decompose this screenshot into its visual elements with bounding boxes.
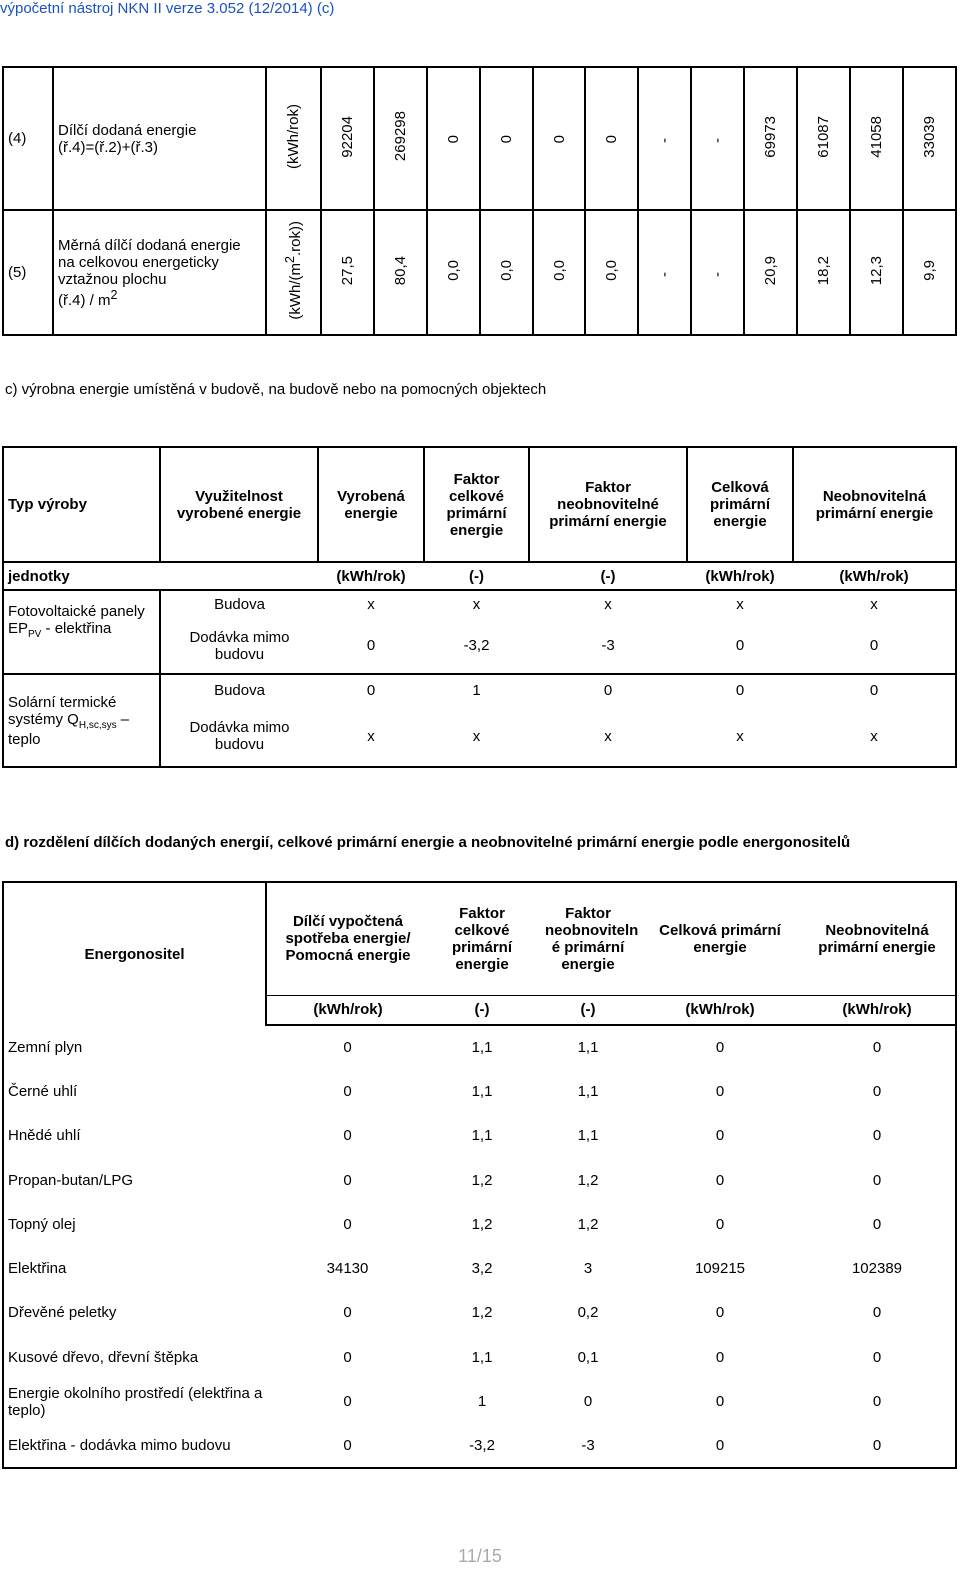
unit-cell: (kWh/rok) xyxy=(799,995,956,1025)
value-cell: 0 xyxy=(715,1215,725,1233)
cell-value: 0 xyxy=(550,134,568,143)
value-cell: 1,1 xyxy=(471,1082,493,1100)
unit-label: (kWh/rok) xyxy=(285,104,302,169)
value-cell: 109215 xyxy=(694,1260,746,1278)
value-cell: x xyxy=(367,596,375,613)
value-cell: 0 xyxy=(343,1127,352,1145)
value-cell: 0 xyxy=(799,1158,956,1202)
value-cell: 1,2 xyxy=(577,1215,599,1233)
value-cell xyxy=(480,210,533,335)
value-cell: 0 xyxy=(715,1393,725,1411)
table-row xyxy=(3,1158,956,1202)
value-cell: 0 xyxy=(715,1082,725,1100)
cell-value: - xyxy=(656,272,674,277)
value-cell: -3,2 xyxy=(429,1424,535,1468)
table-row xyxy=(3,1069,956,1113)
value-cell: 0 xyxy=(529,674,687,706)
cell-value: - xyxy=(709,272,727,277)
value-cell: 1,1 xyxy=(577,1127,599,1145)
type-subscript: H,sc,sys xyxy=(78,719,117,731)
value-cell: -3 xyxy=(529,618,687,674)
value-cell: 0 xyxy=(715,1348,725,1366)
value-cell: 1,1 xyxy=(471,1348,493,1366)
row-label-line: (ř.4)=(ř.2)+(ř.3) xyxy=(58,138,159,156)
value-cell: 1 xyxy=(424,674,529,706)
column-header: Faktor neobnoviteln é primární energie xyxy=(535,882,641,995)
column-header: Faktor celkové primární energie xyxy=(429,882,535,995)
unit-cell xyxy=(266,67,321,210)
unit-cell: (kWh/rok) xyxy=(641,995,799,1025)
cell-value: 0,0 xyxy=(497,260,515,281)
table-row xyxy=(3,210,956,335)
cell-value: 41058 xyxy=(867,115,885,158)
table-row xyxy=(3,1246,956,1290)
column-header: Energonositel xyxy=(3,882,266,1025)
column-header: Faktor neobnovitelné primární energie xyxy=(529,447,687,562)
carrier-name: Topný olej xyxy=(3,1202,266,1246)
value-cell: 1 xyxy=(477,1393,487,1411)
value-cell xyxy=(850,210,903,335)
page-number: 11/15 xyxy=(458,1546,502,1566)
row-label-line: (ř.4) / m xyxy=(58,291,111,309)
value-cell: 1,1 xyxy=(471,1127,493,1145)
table-row xyxy=(3,1025,956,1069)
value-cell: 0 xyxy=(799,1025,956,1069)
value-cell: 0,2 xyxy=(577,1304,599,1322)
value-cell: 0 xyxy=(343,1304,352,1322)
value-cell: x xyxy=(529,706,687,767)
row-label-line: na celkovou energeticky xyxy=(58,253,219,271)
type-subscript: PV xyxy=(28,629,42,640)
value-cell: x xyxy=(793,706,956,767)
value-cell xyxy=(374,210,427,335)
row-label xyxy=(53,210,266,335)
section-c-title: c) výrobna energie umístěná v budově, na budově nebo na pomocných objektech xyxy=(5,381,547,398)
unit-sup: 2 xyxy=(283,256,297,264)
value-cell: 0,1 xyxy=(577,1348,599,1366)
column-header: Vyrobená energie xyxy=(318,447,424,562)
value-cell: 0 xyxy=(687,618,793,674)
table-row xyxy=(3,590,956,618)
usage-cell: Budova xyxy=(160,674,318,706)
row-label-line: vztažnou plochu xyxy=(58,270,167,288)
value-cell xyxy=(744,210,797,335)
value-cell: 1,2 xyxy=(471,1304,493,1322)
value-cell: x xyxy=(472,596,481,613)
value-cell: 0 xyxy=(715,1304,725,1322)
cell-value: 0 xyxy=(603,134,621,143)
value-cell xyxy=(533,210,586,335)
unit-cell: (kWh/rok) xyxy=(793,562,956,590)
carrier-name: Hnědé uhlí xyxy=(3,1114,266,1158)
production-table xyxy=(2,446,957,768)
cell-value: 33039 xyxy=(920,115,938,158)
cell-value: 20,9 xyxy=(762,255,780,286)
value-cell: 0 xyxy=(343,1393,352,1411)
value-cell xyxy=(691,210,744,335)
value-cell: x xyxy=(604,596,612,613)
value-cell: 0 xyxy=(793,618,956,674)
type-text: - elektřina xyxy=(41,620,112,637)
value-cell: 0 xyxy=(343,1039,352,1057)
row-label-line: Měrná dílčí dodaná energie xyxy=(58,236,241,254)
unit-cell: (kWh/rok) xyxy=(687,562,793,590)
column-header: Faktor celkové primární energie xyxy=(424,447,529,562)
cell-value: 0,0 xyxy=(603,260,621,281)
value-cell: 3 xyxy=(583,1260,593,1278)
value-cell xyxy=(321,67,374,210)
value-cell: x xyxy=(318,706,424,767)
row-number: (5) xyxy=(3,210,53,335)
usage-cell: Dodávka mimo budovu xyxy=(160,618,318,674)
value-cell: 1,2 xyxy=(577,1171,599,1189)
value-cell: 1,1 xyxy=(471,1039,493,1057)
table-row xyxy=(3,67,956,210)
cell-value: 69973 xyxy=(762,115,780,158)
column-header: Neobnovitelná primární energie xyxy=(793,447,956,562)
app-title: výpočetní nástroj NKN II verze 3.052 (12/2014) (c) xyxy=(0,0,335,17)
value-cell: 0 xyxy=(583,1393,593,1411)
carrier-name: Elektřina - dodávka mimo budovu xyxy=(3,1424,266,1468)
value-cell: x xyxy=(736,596,744,613)
value-cell xyxy=(585,210,638,335)
value-cell: 0 xyxy=(799,1424,956,1468)
cell-value: 92204 xyxy=(338,115,356,158)
value-cell: x xyxy=(424,706,529,767)
value-cell xyxy=(427,67,480,210)
value-cell: 0 xyxy=(318,674,424,706)
carrier-name: Energie okolního prostředí (elektřina a teplo) xyxy=(3,1379,266,1423)
value-cell xyxy=(638,210,691,335)
column-header: Celková primární energie xyxy=(641,882,799,995)
energy-carrier-table xyxy=(2,881,957,1469)
unit-cell: (-) xyxy=(535,995,641,1025)
value-cell: 0 xyxy=(799,1335,956,1379)
value-cell: 0 xyxy=(343,1082,352,1100)
value-cell xyxy=(480,67,533,210)
row-number: (4) xyxy=(3,67,53,210)
value-cell: 0 xyxy=(715,1171,725,1189)
usage-cell: Budova xyxy=(160,590,318,618)
value-cell xyxy=(585,67,638,210)
value-cell: 1,1 xyxy=(577,1082,599,1100)
value-cell: 0 xyxy=(799,1379,956,1423)
table-row xyxy=(3,674,956,706)
cell-value: 0,0 xyxy=(550,260,568,281)
value-cell: x xyxy=(687,706,793,767)
value-cell: 102389 xyxy=(799,1246,956,1290)
cell-value: 61087 xyxy=(814,115,832,158)
value-cell: 0 xyxy=(343,1348,352,1366)
cell-value: 269298 xyxy=(391,111,409,162)
section-d-title: d) rozdělení dílčích dodaných energií, celkové primární energie a neobnovitelné primární energie podle energonositelů xyxy=(5,834,851,851)
value-cell: 34130 xyxy=(326,1260,369,1278)
carrier-name: Zemní plyn xyxy=(3,1025,266,1069)
value-cell: 0 xyxy=(715,1127,725,1145)
type-text: – teplo xyxy=(8,710,130,748)
table-row xyxy=(3,1335,956,1379)
value-cell: x xyxy=(793,590,956,618)
cell-value: 80,4 xyxy=(391,255,409,286)
production-type xyxy=(3,674,160,767)
row-label-line-wrap xyxy=(58,288,265,309)
value-cell: 0 xyxy=(318,618,424,674)
cell-value: - xyxy=(709,138,727,143)
production-type xyxy=(3,590,160,674)
unit-cell: (kWh/rok) xyxy=(318,562,424,590)
cell-value: - xyxy=(656,138,674,143)
cell-value: 27,5 xyxy=(338,255,356,286)
column-header: Typ výroby xyxy=(3,447,160,562)
superscript: 2 xyxy=(110,287,118,302)
value-cell: -3,2 xyxy=(424,618,529,674)
unit-cell: (kWh/rok) xyxy=(266,995,429,1025)
value-cell xyxy=(850,67,903,210)
unit-part: (kWh/(m xyxy=(287,263,304,320)
carrier-name: Kusové dřevo, dřevní štěpka xyxy=(3,1335,266,1379)
column-header: Dílčí vypočtená spotřeba energie/ Pomocná energie xyxy=(266,882,429,995)
carrier-name: Elektřina xyxy=(3,1246,266,1290)
value-cell: 0 xyxy=(715,1039,725,1057)
value-cell: 0 xyxy=(799,1114,956,1158)
type-text: Solární termické systémy Q xyxy=(8,693,117,728)
value-cell: 0 xyxy=(343,1171,352,1189)
delivered-energy-table xyxy=(2,66,957,336)
value-cell xyxy=(903,210,956,335)
cell-value: 9,9 xyxy=(920,260,938,281)
carrier-name: Dřevěné peletky xyxy=(3,1291,266,1335)
column-header: Neobnovitelná primární energie xyxy=(799,882,956,995)
value-cell xyxy=(744,67,797,210)
column-header: Celková primární energie xyxy=(687,447,793,562)
unit-cell: (-) xyxy=(529,562,687,590)
cell-value: 0 xyxy=(444,134,462,143)
table-row xyxy=(3,1291,956,1335)
unit-part: .rok)) xyxy=(287,221,304,257)
unit-cell: (-) xyxy=(424,562,529,590)
value-cell: 0 xyxy=(793,674,956,706)
value-cell: 0 xyxy=(266,1424,429,1468)
unit-label xyxy=(283,221,304,320)
value-cell xyxy=(797,210,850,335)
value-cell: 1,1 xyxy=(577,1039,599,1057)
value-cell: 1,2 xyxy=(471,1171,493,1189)
table-row xyxy=(3,1114,956,1158)
value-cell: 0 xyxy=(799,1069,956,1113)
value-cell xyxy=(374,67,427,210)
value-cell: 0 xyxy=(641,1424,799,1468)
cell-value: 0 xyxy=(497,134,515,143)
unit-cell: (-) xyxy=(429,995,535,1025)
row-label xyxy=(53,67,266,210)
value-cell xyxy=(638,67,691,210)
value-cell: 1,2 xyxy=(471,1215,493,1233)
unit-cell xyxy=(266,210,321,335)
table-row xyxy=(3,1424,956,1468)
value-cell xyxy=(691,67,744,210)
value-cell xyxy=(427,210,480,335)
value-cell xyxy=(321,210,374,335)
cell-value: 12,3 xyxy=(867,255,885,286)
value-cell xyxy=(903,67,956,210)
type-text: Fotovoltaické panely EP xyxy=(8,603,145,637)
cell-value: 0,0 xyxy=(444,260,462,281)
value-cell: -3 xyxy=(535,1424,641,1468)
value-cell xyxy=(797,67,850,210)
carrier-name: Propan-butan/LPG xyxy=(3,1158,266,1202)
table-row xyxy=(3,1202,956,1246)
value-cell xyxy=(533,67,586,210)
cell-value: 18,2 xyxy=(814,255,832,286)
units-label: jednotky xyxy=(3,562,160,590)
units-blank xyxy=(160,562,318,590)
value-cell: 0 xyxy=(343,1215,352,1233)
usage-cell: Dodávka mimo budovu xyxy=(160,706,318,767)
carrier-name: Černé uhlí xyxy=(3,1069,266,1113)
value-cell: 0 xyxy=(687,674,793,706)
value-cell: 3,2 xyxy=(471,1260,493,1278)
row-label-line: Dílčí dodaná energie xyxy=(58,121,197,139)
value-cell: 0 xyxy=(799,1291,956,1335)
value-cell: 0 xyxy=(799,1202,956,1246)
column-header: Využitelnost vyrobené energie xyxy=(160,447,318,562)
table-row xyxy=(3,1379,956,1423)
